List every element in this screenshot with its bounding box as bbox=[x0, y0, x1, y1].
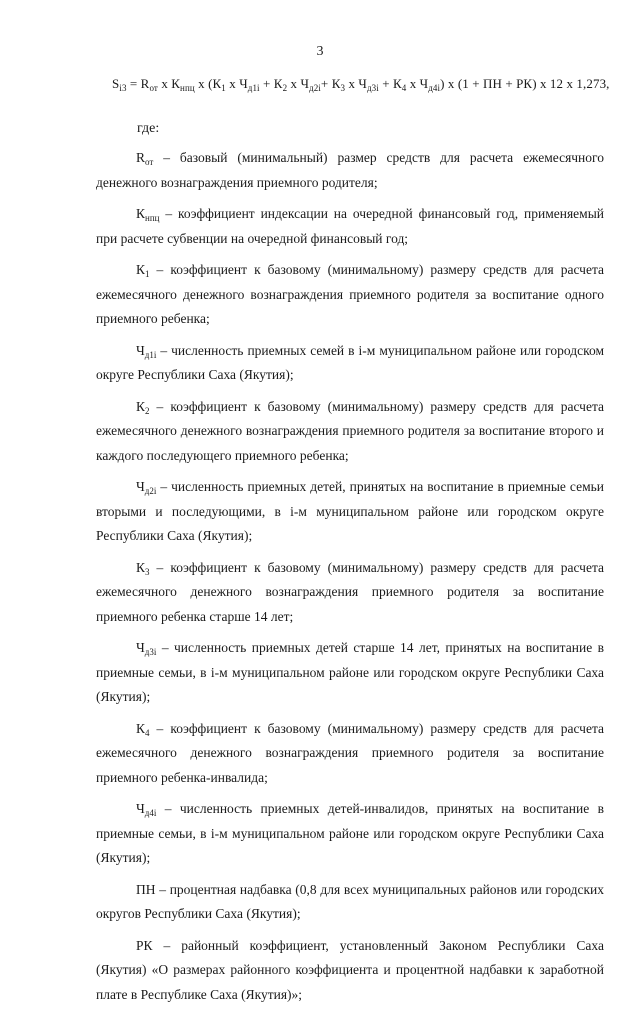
definition-text: – численность приемных семей в i-м муниципальном районе или городском округе Республики Саха (Якутия); bbox=[96, 342, 604, 382]
definition-subscript: 1 bbox=[145, 269, 150, 279]
definition-symbol: К bbox=[136, 398, 146, 414]
formula-subscript: от bbox=[149, 83, 158, 93]
formula-part: S bbox=[112, 76, 120, 91]
formula-subscript: i3 bbox=[119, 83, 127, 93]
formula-subscript: 1 bbox=[221, 83, 226, 93]
formula-part: + К bbox=[259, 76, 283, 91]
definition-subscript: д1i bbox=[144, 349, 157, 360]
formula-part: x Ч bbox=[225, 76, 248, 91]
formula-subscript: нпц bbox=[180, 83, 195, 93]
definition-subscript: 3 bbox=[145, 566, 150, 577]
formula-subscript: д4i bbox=[428, 83, 441, 93]
definition-symbol: ПН bbox=[136, 881, 156, 897]
definition-subscript: от bbox=[145, 157, 154, 167]
definition-symbol: Ч bbox=[136, 801, 145, 816]
definition-ch-d3i bbox=[96, 636, 604, 710]
formula-subscript: 3 bbox=[340, 83, 346, 93]
formula-part: + К bbox=[378, 76, 402, 91]
definition-text: – коэффициент к базовому (минимальному) размеру средств для расчета ежемесячного денежного вознаграждения приемного родителя за воспитание приемного ребенка старше 14 лет; bbox=[96, 559, 604, 624]
definition-text: – районный коэффициент, установленный Законом Республики Саха (Якутия) «О размерах районного коэффициента и процентной надбавки к заработной плате в Республике Саха (Якутия)»; bbox=[96, 937, 604, 1002]
definition-pn bbox=[96, 878, 604, 927]
formula-part: x Ч bbox=[406, 76, 429, 91]
definition-text: – процентная надбавка (0,8 для всех муниципальных районов или городских округов Республики Саха (Якутия); bbox=[96, 881, 604, 921]
definition-subscript: д2i bbox=[144, 486, 157, 496]
formula-part: x Ч bbox=[287, 76, 310, 91]
definition-k3 bbox=[96, 556, 604, 630]
definition-subscript: д4i bbox=[144, 808, 157, 818]
definition-text: – численность приемных детей, принятых на воспитание в приемные семьи вторыми и последующими, в i-м муниципальном районе или городском округе Республики Саха (Якутия); bbox=[96, 479, 604, 543]
formula-subscript: 4 bbox=[401, 83, 407, 93]
subvention-formula bbox=[112, 76, 632, 92]
where-label: где: bbox=[137, 121, 160, 136]
definition-k2 bbox=[96, 395, 604, 469]
definition-symbol: К bbox=[136, 262, 146, 277]
definition-subscript: д3i bbox=[144, 647, 157, 657]
formula-subscript: 2 bbox=[282, 83, 288, 93]
formula-part: + К bbox=[320, 76, 341, 91]
definition-subscript: нпц bbox=[145, 213, 160, 223]
definition-k4 bbox=[96, 717, 604, 791]
formula-part: x Ч bbox=[345, 76, 367, 91]
definition-symbol: R bbox=[136, 150, 146, 165]
definition-ch-d4i bbox=[96, 797, 604, 871]
definition-symbol: Ч bbox=[136, 640, 145, 655]
formula-part: x (К bbox=[194, 76, 222, 91]
definition-text: – коэффициент к базовому (минимальному) размеру средств для расчета ежемесячного денежного вознаграждения приемного родителя за воспитание одного приемного ребенка; bbox=[96, 262, 604, 326]
definition-ch-d1i bbox=[96, 339, 604, 388]
page-number: 3 bbox=[316, 44, 324, 59]
formula-subscript: д2i bbox=[309, 83, 321, 93]
definition-k-npc bbox=[96, 202, 604, 251]
formula-part: ) x (1 + ПН + РК) x 12 x 1,273, bbox=[440, 76, 610, 91]
definition-symbol: К bbox=[136, 206, 146, 221]
definition-text: – численность приемных детей-инвалидов, принятых на воспитание в приемные семьи, в i-м муниципальном районе или городском округе Республики Саха (Якутия); bbox=[96, 801, 604, 865]
definition-symbol: Ч bbox=[136, 342, 145, 358]
definition-subscript: 2 bbox=[145, 405, 150, 416]
definition-symbol: РК bbox=[136, 937, 153, 953]
definition-r-ot bbox=[96, 146, 604, 195]
definition-text: – коэффициент к базовому (минимальному) размеру средств для расчета ежемесячного денежного вознаграждения приемного родителя за воспитание второго и каждого последующего приемного ребенка; bbox=[96, 398, 604, 463]
definition-ch-d2i bbox=[96, 475, 604, 549]
definitions-list bbox=[96, 146, 604, 1014]
definition-text: – коэффициент к базовому (минимальному) размеру средств для расчета ежемесячного денежного вознаграждения приемного родителя за воспитание приемного ребенка-инвалида; bbox=[96, 720, 604, 785]
formula-part: x К bbox=[157, 76, 181, 91]
formula-subscript: д1i bbox=[247, 83, 260, 93]
formula-part: = R bbox=[126, 76, 150, 91]
definition-symbol: Ч bbox=[136, 479, 145, 494]
definition-symbol: К bbox=[136, 720, 146, 736]
definition-subscript: 4 bbox=[145, 727, 150, 738]
definition-symbol: К bbox=[136, 559, 146, 575]
definition-k1 bbox=[96, 258, 604, 332]
definition-text: – коэффициент индексации на очередной финансовый год, применяемый при расчете субвенции на очередной финансовый год; bbox=[96, 206, 604, 246]
formula-subscript: д3i bbox=[366, 83, 379, 93]
definition-text: – базовый (минимальный) размер средств для расчета ежемесячного денежного вознаграждения приемного родителя; bbox=[96, 150, 604, 190]
definition-rk bbox=[96, 934, 604, 1008]
definition-text: – численность приемных детей старше 14 лет, принятых на воспитание в приемные семьи, в i-м муниципальном районе или городском округе Республики Саха (Якутия); bbox=[96, 640, 604, 704]
